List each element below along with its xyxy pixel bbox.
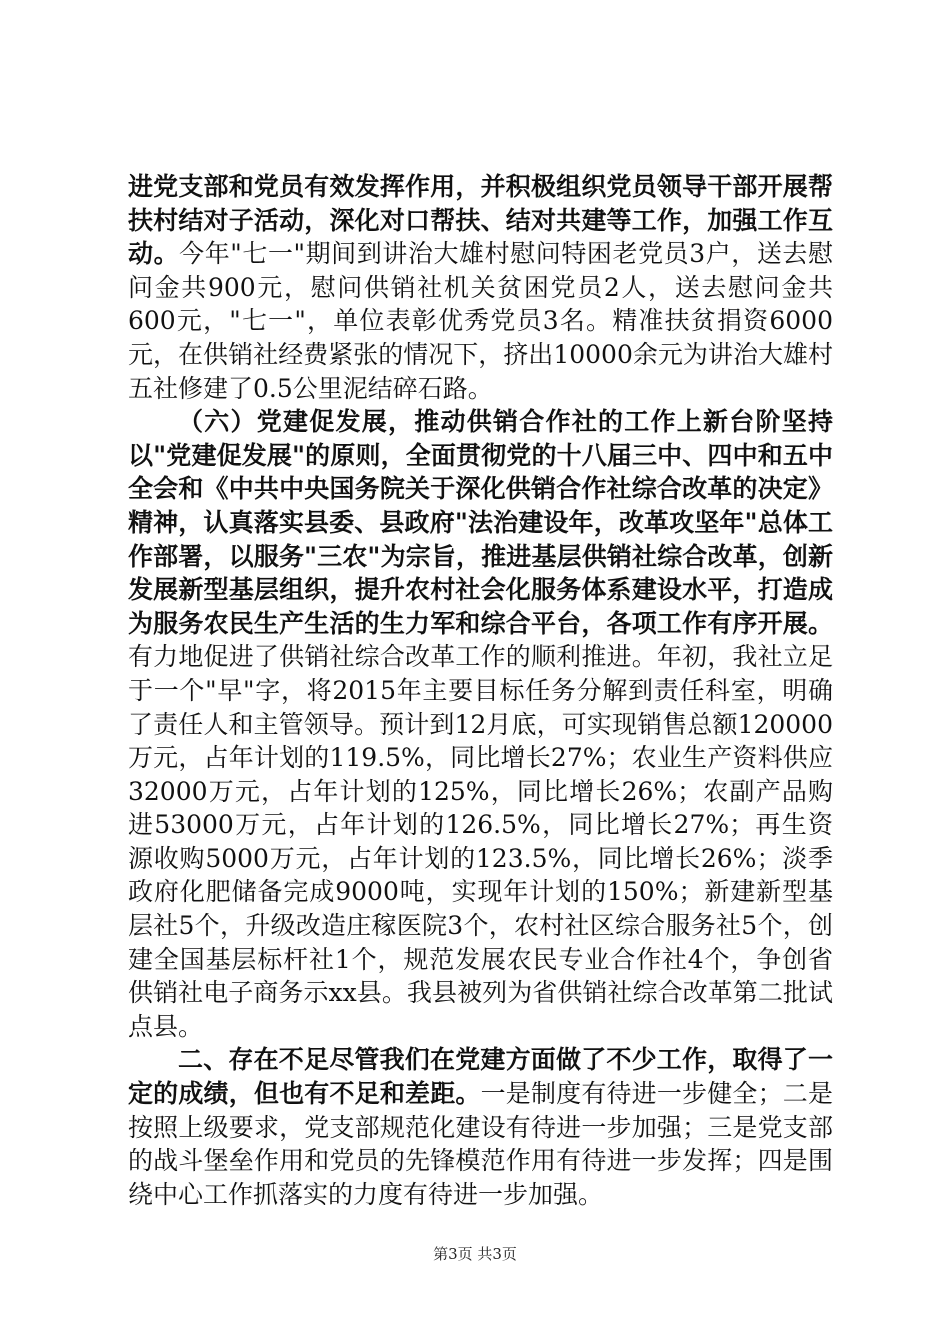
page-footer [0, 1243, 950, 1264]
document-body [128, 170, 833, 1211]
paragraph-2 [128, 405, 833, 1043]
paragraph-2-bold: （六）党建促发展，推动供销合作社的工作上新台阶坚持以"党建促发展"的原则，全面贯彻党的十八届三中、四中和五中全会和《中共中央国务院关于深化供销合作社综合改革的决定》精神，认真落实县委、县政府"法治建设年，改革攻坚年"总体工作部署，以服务"三农"为宗旨，推进基层供销社综合改革，创新发展新型基层组织，提升农村社会化服务体系建设水平，打造成为服务农民生产生活的生力军和综合平台，各项工作有序开展。 [128, 407, 833, 638]
paragraph-1-text: 今年"七一"期间到讲治大雄村慰问特困老党员3户，送去慰问金共900元，慰问供销社机关贫困党员2人，送去慰问金共600元，"七一"，单位表彰优秀党员3名。精准扶贫捐资6000元，在供销社经费紧张的情况下，挤出10000余元为讲治大雄村五社修建了0.5公里泥结碎石路。 [128, 239, 833, 403]
paragraph-3 [128, 1043, 833, 1211]
paragraph-3-bold: 二、存在不足尽管我们在党建方面做了不少工作，取得了一定的成绩，但也有不足和差距。 [128, 1045, 833, 1109]
paragraph-2-text: 有力地促进了供销社综合改革工作的顺利推进。年初，我社立足于一个"早"字，将2015年主要目标任务分解到责任科室，明确了责任人和主管领导。预计到12月底，可实现销售总额120000万元，占年计划的119.5%，同比增长27%；农业生产资料供应32000万元，占年计划的125%，同比增长26%；农副产品购进53000万元，占年计划的126.5%，同比增长27%；再生资源收购5000万元，占年计划的123.5%，同比增长26%；淡季政府化肥储备完成9000吨，实现年计划的150%；新建新型基层社5个，升级改造庄稼医院3个，农村社区综合服务社5个，创建全国基层标杆社1个，规范发展农民专业合作社4个，争创省供销社电子商务示xx县。我县被列为省供销社综合改革第二批试点县。 [128, 642, 833, 1041]
paragraph-3-text: 一是制度有待进一步健全；二是按照上级要求，党支部规范化建设有待进一步加强；三是党支部的战斗堡垒作用和党员的先锋模范作用有待进一步发挥；四是围绕中心工作抓落实的力度有待进一步加强。 [128, 1079, 833, 1209]
paragraph-1 [128, 170, 833, 405]
page-number: 第3页 共3页 [433, 1245, 517, 1263]
paragraph-1-bold: 进党支部和党员有效发挥作用，并积极组织党员领导干部开展帮扶村结对子活动，深化对口帮扶、结对共建等工作，加强工作互动。 [128, 172, 833, 269]
